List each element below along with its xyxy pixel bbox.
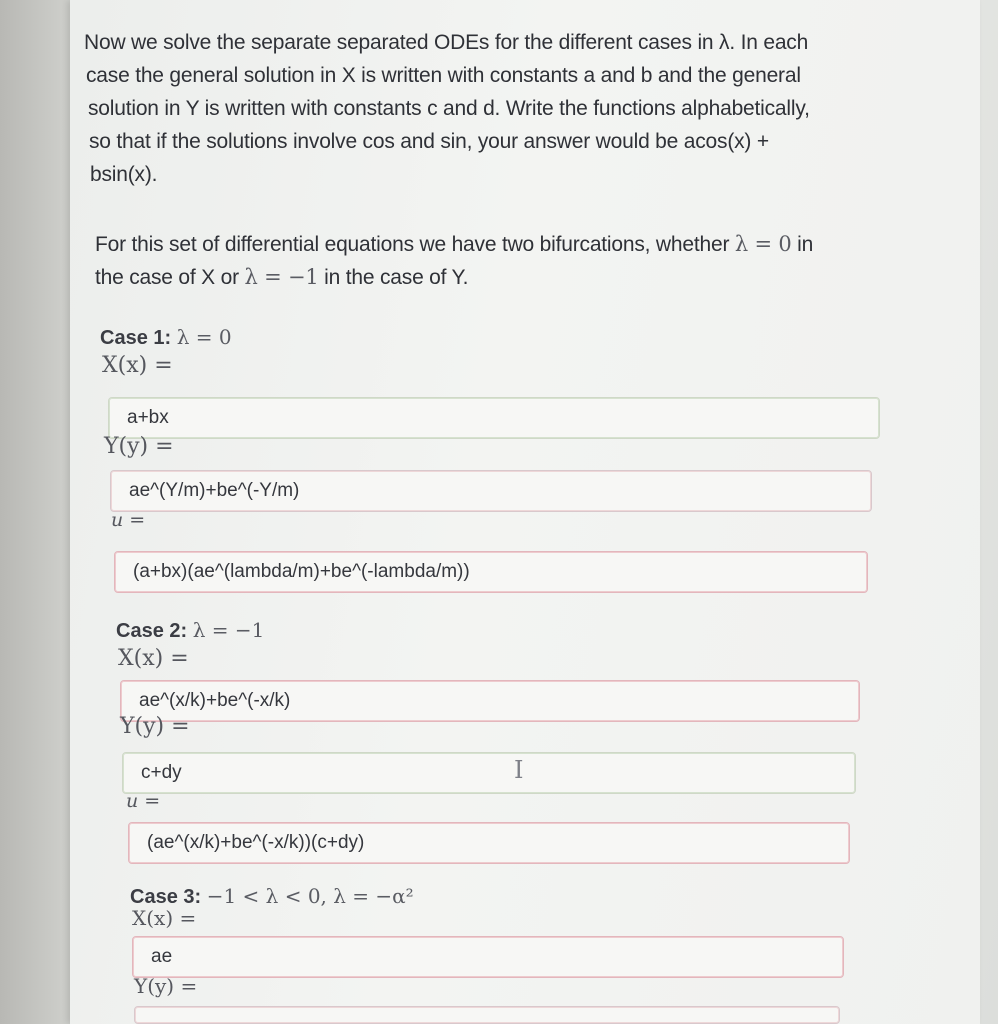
case-condition: −1 < λ < 0, λ = −α² xyxy=(206,884,414,908)
text-cursor-icon: I xyxy=(514,756,524,784)
bifurcation-line-1 xyxy=(95,228,955,261)
case-2-u-input[interactable]: (ae^(x/k)+be^(-x/k))(c+dy) xyxy=(128,822,850,864)
bifurcation-text: the case of X or xyxy=(95,266,245,289)
bifurcation-text: For this set of differential equations we have two bifurcations, whether xyxy=(95,233,735,256)
lambda-zero-math: λ = 0 xyxy=(734,232,792,256)
case-3-x-input[interactable]: ae xyxy=(132,936,844,978)
case-1-u-input[interactable]: (a+bx)(ae^(lambda/m)+be^(-lambda/m)) xyxy=(114,551,868,593)
case-condition: λ = −1 xyxy=(192,618,265,642)
instructions-line-5: bsin(x). xyxy=(90,163,158,186)
instructions-line-4: so that if the solutions involve cos and sin, your answer would be acos(x) + xyxy=(89,130,769,153)
case-label: Case 1: xyxy=(100,327,172,349)
instructions-line-3: solution in Y is written with constants c and d. Write the functions alphabetically, xyxy=(88,97,810,120)
case-1-y-input[interactable]: ae^(Y/m)+be^(-Y/m) xyxy=(110,470,872,512)
bifurcation-line-2 xyxy=(95,261,955,294)
case-2-heading xyxy=(116,618,264,643)
case-2-x-input[interactable]: ae^(x/k)+be^(-x/k) xyxy=(120,680,860,722)
instructions-paragraph xyxy=(84,26,944,191)
case-condition: λ = 0 xyxy=(176,325,232,349)
bifurcation-paragraph xyxy=(95,228,955,294)
lambda-minus-one-math: λ = −1 xyxy=(244,265,319,289)
u-label: u = xyxy=(111,509,146,531)
screen-left-edge xyxy=(0,0,70,1024)
bifurcation-text: in xyxy=(791,233,814,256)
case-1-x-input[interactable]: a+bx xyxy=(108,397,880,439)
case-3-y-input[interactable] xyxy=(134,1006,840,1024)
y-label: Y(y) = xyxy=(104,434,174,459)
case-2-y-input[interactable]: c+dy xyxy=(122,752,856,794)
x-label: X(x) = xyxy=(132,906,197,930)
x-label: X(x) = xyxy=(102,353,173,378)
u-label: u = xyxy=(126,790,161,812)
y-label: Y(y) = xyxy=(134,974,198,998)
x-label: X(x) = xyxy=(118,646,189,671)
bifurcation-text: in the case of Y. xyxy=(318,266,469,289)
y-label: Y(y) = xyxy=(120,714,190,739)
instructions-line-1: Now we solve the separate separated ODEs for the different cases in λ. In each xyxy=(84,31,809,54)
case-label: Case 3: xyxy=(130,886,202,908)
case-1-heading xyxy=(100,325,232,350)
case-label: Case 2: xyxy=(116,620,188,642)
instructions-line-2: case the general solution in X is written with constants a and b and the general xyxy=(86,64,801,87)
